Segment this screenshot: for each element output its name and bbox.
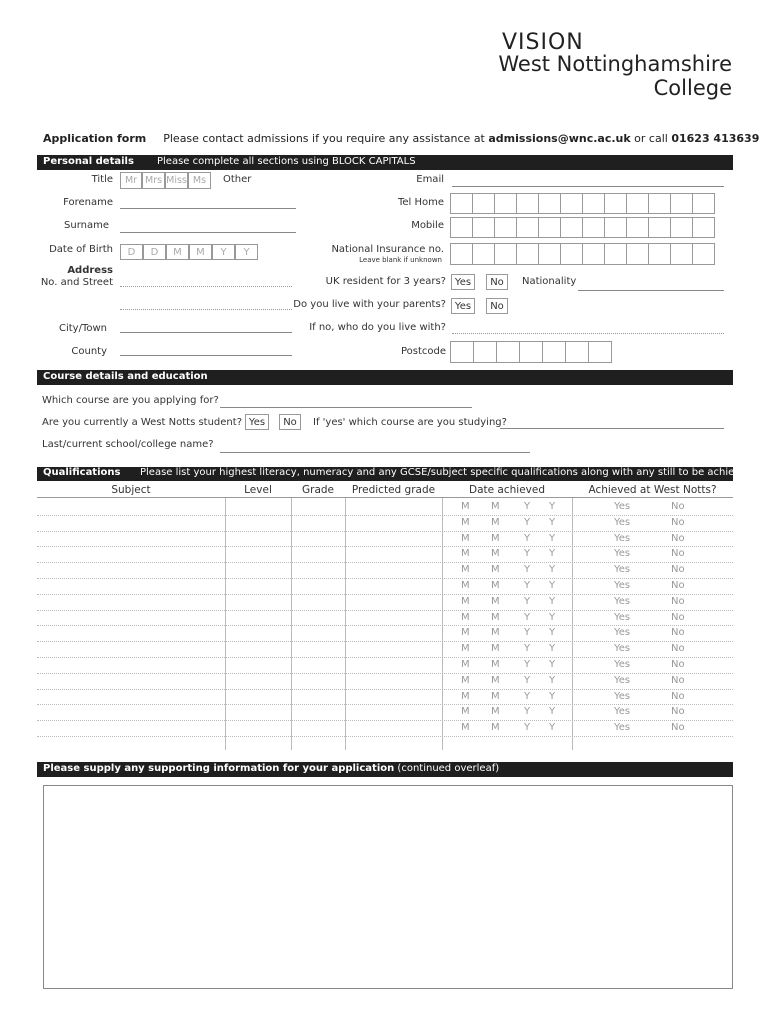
if-yes-label: If 'yes' which course are you studying? [313, 417, 507, 428]
form-title: Application form [43, 132, 147, 145]
ni-digit[interactable] [626, 243, 649, 265]
college-name-line2: College [653, 76, 732, 100]
table-row[interactable] [37, 499, 733, 516]
supporting-info-title: Please supply any supporting information for your application [43, 763, 395, 774]
achieved-no-option[interactable]: No [671, 674, 685, 686]
date-achieved-placeholder: Y [549, 706, 556, 718]
date-achieved-placeholder: Y [549, 501, 556, 512]
col-level: Level [244, 484, 272, 496]
date-achieved-placeholder: M [461, 611, 470, 623]
ni-digit[interactable] [582, 243, 605, 265]
col-date-achieved: Date achieved [468, 484, 545, 496]
date-achieved-placeholder: M [491, 580, 500, 591]
achieved-yes-option[interactable]: Yes [614, 532, 631, 544]
mobile-digit[interactable] [516, 217, 539, 238]
achieved-yes-option[interactable]: Yes [614, 659, 631, 670]
date-achieved-placeholder: Y [524, 722, 531, 734]
table-row[interactable] [37, 720, 733, 737]
date-achieved-placeholder: Y [549, 722, 556, 734]
form-header [43, 132, 759, 145]
admissions-email[interactable]: admissions@wnc.ac.uk [488, 132, 631, 145]
county-label: County [71, 346, 107, 357]
postcode-label: Postcode [400, 346, 446, 357]
table-row[interactable] [37, 673, 733, 690]
qual-header-rule [37, 497, 733, 498]
achieved-yes-option[interactable]: Yes [614, 595, 631, 607]
mobile-digit[interactable] [538, 217, 561, 238]
dob-box[interactable]: Y [212, 244, 235, 260]
date-achieved-placeholder: Y [549, 548, 556, 560]
tel-home-digit[interactable] [648, 193, 671, 214]
personal-details-title: Personal details [43, 156, 134, 167]
table-row[interactable] [37, 704, 733, 721]
qualifications-instruction: Please list your highest literacy, numeracy and any GCSE/subject specific qualifications along with any still to be achieved [140, 467, 753, 478]
date-achieved-placeholder: M [461, 501, 470, 512]
dob-box[interactable]: Y [235, 244, 258, 260]
uk-resident-label: UK resident for 3 years? [325, 276, 446, 287]
vision-logo: VISION [502, 30, 584, 55]
school-label: Last/current school/college name? [42, 439, 214, 450]
date-achieved-placeholder: M [491, 548, 500, 560]
forename-label: Forename [63, 197, 113, 208]
which-course-label: Which course are you applying for? [42, 395, 219, 406]
date-achieved-placeholder: M [491, 532, 500, 544]
date-achieved-placeholder: M [491, 706, 500, 718]
achieved-no-option[interactable]: No [671, 643, 685, 655]
date-achieved-placeholder: Y [524, 548, 531, 560]
date-achieved-placeholder: Y [549, 643, 556, 655]
which-course-field[interactable] [220, 407, 472, 408]
ni-digit[interactable] [494, 243, 517, 265]
achieved-yes-option[interactable]: Yes [614, 564, 631, 576]
achieved-no-option[interactable]: No [671, 690, 685, 702]
admissions-phone: 01623 413639 [671, 132, 760, 145]
table-row[interactable] [37, 578, 733, 595]
tel-home-digit[interactable] [604, 193, 627, 214]
city-label: City/Town [58, 323, 107, 334]
date-achieved-placeholder: M [461, 532, 470, 544]
if-no-label: If no, who do you live with? [309, 322, 446, 333]
date-achieved-placeholder: M [491, 611, 500, 623]
ni-digit[interactable] [560, 243, 583, 265]
date-achieved-placeholder: M [461, 643, 470, 655]
tel-home-digit[interactable] [538, 193, 561, 214]
date-achieved-placeholder: M [491, 643, 500, 655]
contact-text: Please contact admissions if you require any assistance at [163, 132, 489, 145]
ni-label: National Insurance no. [331, 244, 444, 255]
date-achieved-placeholder: M [491, 516, 500, 528]
achieved-no-option[interactable]: No [671, 548, 685, 560]
date-achieved-placeholder: M [461, 548, 470, 560]
ni-digit[interactable] [604, 243, 627, 265]
table-row[interactable] [37, 610, 733, 627]
achieved-yes-option[interactable]: Yes [614, 706, 631, 718]
ni-digit[interactable] [648, 243, 671, 265]
date-achieved-placeholder: Y [524, 580, 531, 591]
school-field[interactable] [220, 452, 530, 453]
dob-label: Date of Birth [49, 244, 113, 255]
achieved-yes-option[interactable]: Yes [614, 643, 631, 655]
if-yes-field[interactable] [500, 428, 724, 429]
achieved-yes-option[interactable]: Yes [614, 548, 631, 560]
mobile-digit[interactable] [648, 217, 671, 238]
mobile-digit[interactable] [604, 217, 627, 238]
achieved-no-option[interactable]: No [671, 564, 685, 576]
live-parents-label: Do you live with your parents? [293, 299, 446, 310]
address-heading: Address [67, 265, 113, 276]
call-text: or call [630, 132, 672, 145]
dob-box[interactable]: D [143, 244, 166, 260]
achieved-no-option[interactable]: No [671, 627, 685, 639]
date-achieved-placeholder: M [461, 659, 470, 670]
supporting-info-textarea[interactable] [43, 785, 733, 989]
date-achieved-placeholder: M [461, 674, 470, 686]
course-details-bar [37, 370, 733, 385]
title-option-mr[interactable]: Mr [120, 172, 142, 189]
date-achieved-placeholder: M [461, 516, 470, 528]
date-achieved-placeholder: Y [524, 659, 531, 670]
achieved-yes-option[interactable]: Yes [614, 516, 631, 528]
surname-label: Surname [64, 220, 109, 231]
date-achieved-placeholder: M [461, 595, 470, 607]
ni-hint: Leave blank if unknown [359, 256, 442, 264]
table-row[interactable] [37, 641, 733, 658]
achieved-no-option[interactable]: No [671, 516, 685, 528]
supporting-info-note: (continued overleaf) [394, 763, 500, 774]
date-achieved-placeholder: M [461, 722, 470, 734]
title-label: Title [91, 174, 113, 185]
date-achieved-placeholder: Y [549, 627, 556, 639]
tel-home-digit[interactable] [582, 193, 605, 214]
achieved-yes-option[interactable]: Yes [614, 722, 631, 734]
date-achieved-placeholder: Y [549, 611, 556, 623]
qualifications-bar [37, 467, 753, 481]
if-no-field[interactable] [452, 333, 724, 334]
nationality-label: Nationality [522, 276, 577, 287]
date-achieved-placeholder: Y [549, 532, 556, 544]
mobile-digit[interactable] [582, 217, 605, 238]
mobile-digit[interactable] [560, 217, 583, 238]
mobile-digit[interactable] [626, 217, 649, 238]
tel-home-digit[interactable] [494, 193, 517, 214]
uk-resident-yes[interactable]: Yes [451, 274, 475, 290]
table-row[interactable] [37, 594, 733, 611]
county-field[interactable] [120, 355, 292, 356]
date-achieved-placeholder: Y [524, 501, 531, 512]
date-achieved-placeholder: M [461, 690, 470, 702]
date-achieved-placeholder: Y [524, 706, 531, 718]
achieved-yes-option[interactable]: Yes [614, 501, 631, 512]
mobile-label: Mobile [411, 220, 444, 231]
date-achieved-placeholder: Y [524, 516, 531, 528]
qualifications-title: Qualifications [43, 467, 121, 478]
date-achieved-placeholder: M [491, 501, 500, 512]
course-details-title: Course details and education [43, 371, 208, 382]
date-achieved-placeholder: Y [549, 595, 556, 607]
college-name-line1: West Nottinghamshire [498, 52, 732, 76]
col-predicted-grade: Predicted grade [351, 484, 436, 496]
email-label: Email [416, 174, 444, 185]
col-grade: Grade [301, 484, 334, 496]
ni-digit[interactable] [450, 243, 473, 265]
tel-home-digit[interactable] [626, 193, 649, 214]
tel-home-digit[interactable] [516, 193, 539, 214]
achieved-yes-option[interactable]: Yes [614, 690, 631, 702]
date-achieved-placeholder: M [461, 706, 470, 718]
tel-home-digit[interactable] [670, 193, 693, 214]
achieved-no-option[interactable]: No [671, 659, 685, 670]
mobile-digit[interactable] [494, 217, 517, 238]
dob-box[interactable]: D [120, 244, 143, 260]
surname-field[interactable] [120, 232, 296, 233]
address-line-2[interactable] [120, 309, 292, 310]
date-achieved-placeholder: M [491, 674, 500, 686]
date-achieved-placeholder: M [461, 580, 470, 591]
date-achieved-placeholder: M [491, 659, 500, 670]
ni-digit[interactable] [692, 243, 715, 265]
date-achieved-placeholder: Y [524, 595, 531, 607]
date-achieved-placeholder: Y [524, 690, 531, 702]
table-row[interactable] [37, 689, 733, 706]
postcode-char[interactable] [565, 341, 589, 363]
personal-details-instruction: Please complete all sections using BLOCK CAPITALS [157, 156, 416, 167]
table-row[interactable] [37, 625, 733, 642]
nationality-field[interactable] [578, 290, 724, 291]
achieved-yes-option[interactable]: Yes [614, 580, 631, 591]
personal-details-bar [37, 155, 733, 170]
postcode-char[interactable] [496, 341, 520, 363]
col-subject: Subject [111, 484, 151, 496]
date-achieved-placeholder: Y [549, 659, 556, 670]
achieved-no-option[interactable]: No [671, 611, 685, 623]
current-student-no[interactable]: No [279, 414, 301, 430]
supporting-info-bar [37, 762, 733, 777]
date-achieved-placeholder: Y [549, 580, 556, 591]
achieved-no-option[interactable]: No [671, 595, 685, 607]
dob-box[interactable]: M [189, 244, 212, 260]
date-achieved-placeholder: M [461, 564, 470, 576]
date-achieved-placeholder: Y [524, 674, 531, 686]
tel-home-digit[interactable] [692, 193, 715, 214]
achieved-no-option[interactable]: No [671, 722, 685, 734]
city-field[interactable] [120, 332, 292, 333]
ni-digit[interactable] [516, 243, 539, 265]
achieved-no-option[interactable]: No [671, 532, 685, 544]
mobile-digit[interactable] [692, 217, 715, 238]
date-achieved-placeholder: Y [549, 690, 556, 702]
current-student-label: Are you currently a West Notts student? [42, 417, 242, 428]
tel-home-digit[interactable] [472, 193, 495, 214]
date-achieved-placeholder: Y [549, 674, 556, 686]
forename-field[interactable] [120, 208, 296, 209]
dob-box[interactable]: M [166, 244, 189, 260]
uk-resident-no[interactable]: No [486, 274, 508, 290]
postcode-char[interactable] [519, 341, 543, 363]
date-achieved-placeholder: Y [524, 564, 531, 576]
date-achieved-placeholder: Y [549, 516, 556, 528]
tel-home-digit[interactable] [560, 193, 583, 214]
mobile-digit[interactable] [670, 217, 693, 238]
achieved-yes-option[interactable]: Yes [614, 674, 631, 686]
address-line-1[interactable] [120, 286, 292, 287]
address-street-label: No. and Street [40, 277, 113, 288]
other-label: Other [223, 174, 252, 185]
title-option-miss[interactable]: Miss [165, 172, 188, 189]
date-achieved-placeholder: Y [524, 627, 531, 639]
table-row[interactable] [37, 562, 733, 579]
tel-home-digit[interactable] [450, 193, 473, 214]
ni-digit[interactable] [670, 243, 693, 265]
live-parents-yes[interactable]: Yes [451, 298, 475, 314]
date-achieved-placeholder: M [491, 722, 500, 734]
ni-digit[interactable] [472, 243, 495, 265]
date-achieved-placeholder: Y [524, 532, 531, 544]
postcode-char[interactable] [542, 341, 566, 363]
table-row[interactable] [37, 657, 733, 674]
date-achieved-placeholder: M [491, 690, 500, 702]
achieved-no-option[interactable]: No [671, 706, 685, 718]
postcode-char[interactable] [450, 341, 474, 363]
ni-digit[interactable] [538, 243, 561, 265]
date-achieved-placeholder: M [491, 627, 500, 639]
achieved-no-option[interactable]: No [671, 580, 685, 591]
mobile-digit[interactable] [472, 217, 495, 238]
achieved-no-option[interactable]: No [671, 501, 685, 512]
email-field[interactable] [452, 186, 724, 187]
title-option-mrs[interactable]: Mrs [142, 172, 165, 189]
table-row[interactable] [37, 531, 733, 548]
date-achieved-placeholder: Y [524, 643, 531, 655]
date-achieved-placeholder: M [461, 627, 470, 639]
table-row[interactable] [37, 546, 733, 563]
title-option-ms[interactable]: Ms [188, 172, 211, 189]
date-achieved-placeholder: Y [549, 564, 556, 576]
achieved-yes-option[interactable]: Yes [614, 627, 631, 639]
achieved-yes-option[interactable]: Yes [614, 611, 631, 623]
postcode-char[interactable] [473, 341, 497, 363]
postcode-char[interactable] [588, 341, 612, 363]
live-parents-no[interactable]: No [486, 298, 508, 314]
col-achieved-west-notts: Achieved at West Notts? [588, 484, 717, 496]
date-achieved-placeholder: M [491, 564, 500, 576]
mobile-digit[interactable] [450, 217, 473, 238]
date-achieved-placeholder: M [491, 595, 500, 607]
table-row[interactable] [37, 515, 733, 532]
tel-home-label: Tel Home [397, 197, 444, 208]
date-achieved-placeholder: Y [524, 611, 531, 623]
current-student-yes[interactable]: Yes [245, 414, 269, 430]
